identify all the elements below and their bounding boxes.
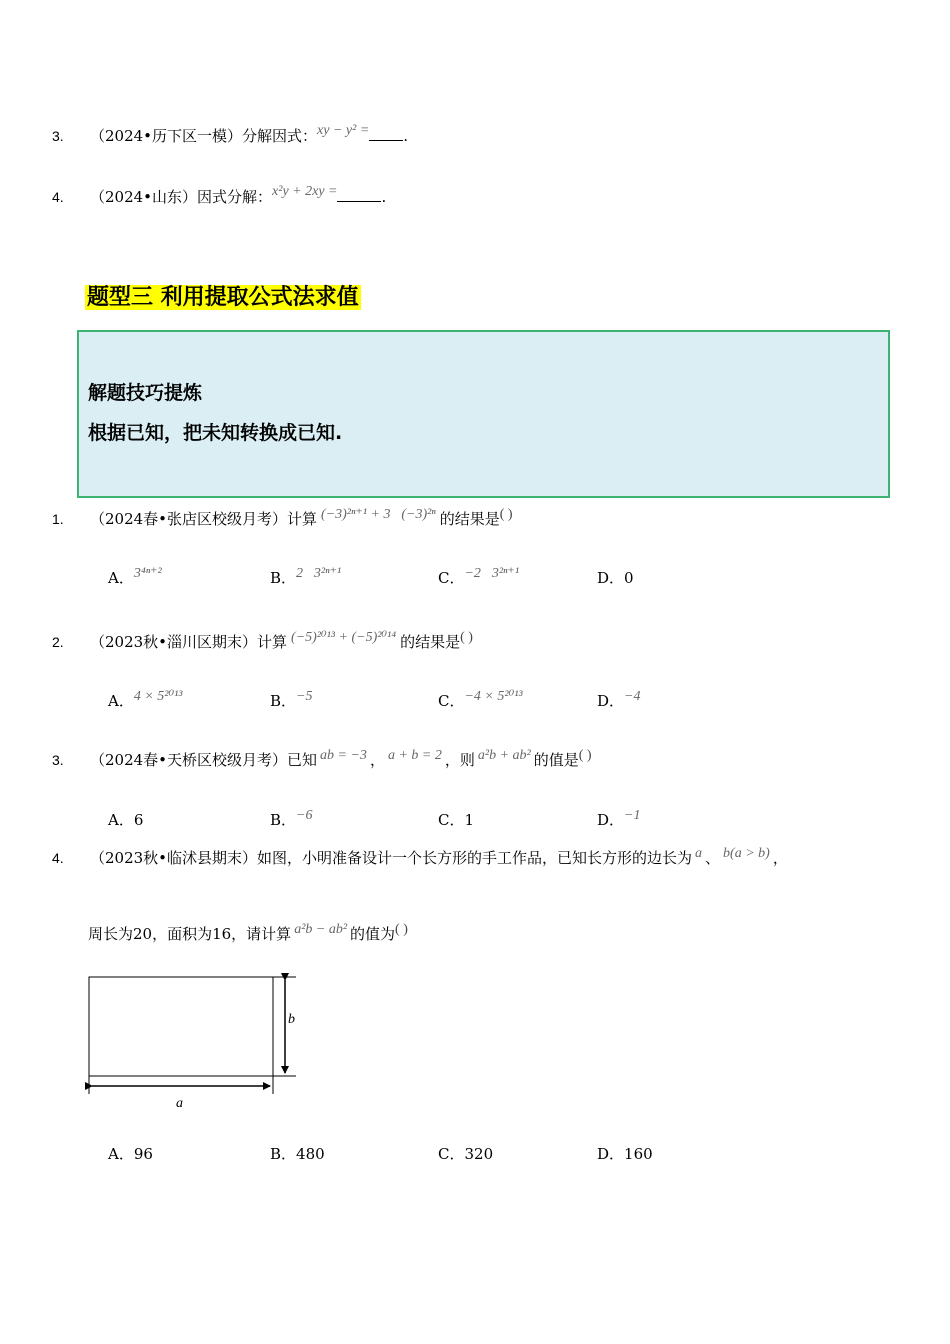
option-value: −5 — [296, 689, 313, 704]
option-label: A． — [108, 1145, 134, 1163]
option-label: A． — [108, 811, 134, 829]
question-source: （2024春•天桥区校级月考）已知 — [90, 751, 318, 769]
option-b[interactable] — [270, 809, 312, 830]
option-value: 3⁴ⁿ⁺² — [133, 566, 162, 581]
option-label: C． — [438, 1145, 465, 1163]
question-text — [90, 632, 473, 654]
math-expression: a²b − ab² — [294, 922, 348, 937]
option-a[interactable] — [108, 690, 183, 711]
option-a[interactable] — [108, 1143, 153, 1164]
option-label: C． — [438, 811, 465, 829]
option-value: 160 — [624, 1145, 653, 1163]
section-title — [85, 284, 361, 312]
option-value: 480 — [296, 1145, 325, 1163]
question-text — [90, 848, 788, 870]
math-expression: (−3)²ⁿ⁺¹ + 3⃞(−3)²ⁿ — [321, 507, 436, 522]
option-a[interactable] — [108, 567, 162, 588]
option-value: 1 — [464, 811, 475, 829]
option-value: 4 × 5²⁰¹³ — [133, 689, 183, 704]
rectangle-figure — [84, 970, 304, 1100]
question-tail: 的值为 — [350, 925, 396, 943]
rectangle-shape — [89, 977, 273, 1076]
option-label: C． — [438, 692, 465, 710]
option-value: 2⃞3²ⁿ⁺¹ — [296, 566, 342, 581]
option-c[interactable] — [438, 690, 523, 711]
question-source: （2024•山东）因式分解： — [90, 188, 273, 206]
option-c[interactable] — [438, 1143, 493, 1164]
option-label: A． — [108, 569, 134, 587]
label-b: b — [288, 1012, 295, 1027]
option-c[interactable] — [438, 809, 474, 830]
question-text — [90, 750, 592, 772]
separator: ， — [772, 849, 788, 867]
question-number: 1. — [52, 511, 64, 527]
separator: 、 — [705, 849, 721, 867]
label-a: a — [176, 1096, 183, 1111]
option-a[interactable] — [108, 809, 143, 830]
answer-paren[interactable]: ( ) — [460, 630, 473, 645]
math-expression: xy − y² = — [317, 123, 370, 138]
tip-box — [77, 330, 890, 498]
math-expression: a²b + ab² — [477, 748, 531, 763]
math-expression: b(a > b) — [723, 846, 770, 861]
separator: ， — [369, 751, 385, 769]
answer-paren[interactable]: ( ) — [578, 748, 592, 763]
option-d[interactable] — [597, 809, 640, 830]
option-label: D． — [597, 811, 625, 829]
question-number: 4. — [52, 850, 64, 866]
question-text — [90, 184, 387, 209]
question-tail: 的值是 — [533, 751, 579, 769]
question-text — [90, 509, 513, 531]
option-value: −4 — [624, 689, 641, 704]
question-source: （2023秋•临沭县期末）如图，小明准备设计一个长方形的手工作品，已知长方形的边长为 — [90, 849, 693, 867]
option-c[interactable] — [438, 567, 519, 588]
answer-paren[interactable]: ( ) — [395, 922, 408, 937]
math-expression: x²y + 2xy = — [272, 184, 338, 199]
question-text — [90, 123, 409, 148]
option-value: −4 × 5²⁰¹³ — [464, 689, 523, 704]
option-label: D． — [597, 692, 625, 710]
option-value: −2⃞3²ⁿ⁺¹ — [464, 566, 520, 581]
option-label: D． — [597, 569, 625, 587]
math-expression: ab = −3 — [320, 748, 367, 763]
question-number: 3. — [52, 128, 64, 144]
question-number: 2. — [52, 634, 64, 650]
question-tail: 的结果是 — [400, 633, 461, 651]
question-number: 3. — [52, 752, 64, 768]
option-d[interactable] — [597, 1143, 653, 1164]
option-value: 0 — [624, 569, 634, 587]
option-label: D． — [597, 1145, 625, 1163]
option-value: 6 — [133, 811, 144, 829]
option-d[interactable] — [597, 690, 640, 711]
math-expression: (−5)²⁰¹³ + (−5)²⁰¹⁴ — [291, 630, 397, 645]
option-value: −1 — [624, 808, 641, 823]
option-label: B． — [270, 569, 297, 587]
question-mid: ，则 — [444, 751, 475, 769]
question-source: （2024春•张店区校级月考）计算 — [90, 510, 318, 528]
answer-blank[interactable] — [337, 187, 381, 202]
question-tail: 的结果是 — [439, 510, 500, 528]
option-d[interactable] — [597, 567, 634, 588]
tip-body: 根据已知，把未知转换成已知. — [88, 422, 343, 444]
option-value: −6 — [296, 808, 313, 823]
question-number: 4. — [52, 189, 64, 205]
question-source: （2023秋•淄川区期末）计算 — [90, 633, 288, 651]
question-tail: . — [403, 127, 409, 145]
option-label: C． — [438, 569, 465, 587]
question-body: 周长为20，面积为16，请计算 — [88, 925, 292, 943]
option-b[interactable] — [270, 567, 341, 588]
option-b[interactable] — [270, 690, 312, 711]
section-title-text: 题型三 利用提取公式法求值 — [87, 285, 359, 310]
math-expression: a + b = 2 — [387, 748, 442, 763]
tip-heading: 解题技巧提炼 — [88, 382, 203, 404]
option-label: A． — [108, 692, 134, 710]
question-source: （2024•历下区一模）分解因式： — [90, 127, 318, 145]
option-value: 96 — [133, 1145, 153, 1163]
option-label: B． — [270, 811, 297, 829]
option-b[interactable] — [270, 1143, 325, 1164]
question-text-line2 — [88, 924, 408, 946]
question-tail: . — [381, 188, 387, 206]
answer-paren[interactable]: ( ) — [499, 507, 513, 522]
option-label: B． — [270, 1145, 297, 1163]
math-expression: a — [695, 846, 703, 861]
answer-blank[interactable] — [369, 126, 403, 141]
option-value: 320 — [464, 1145, 494, 1163]
option-label: B． — [270, 692, 297, 710]
